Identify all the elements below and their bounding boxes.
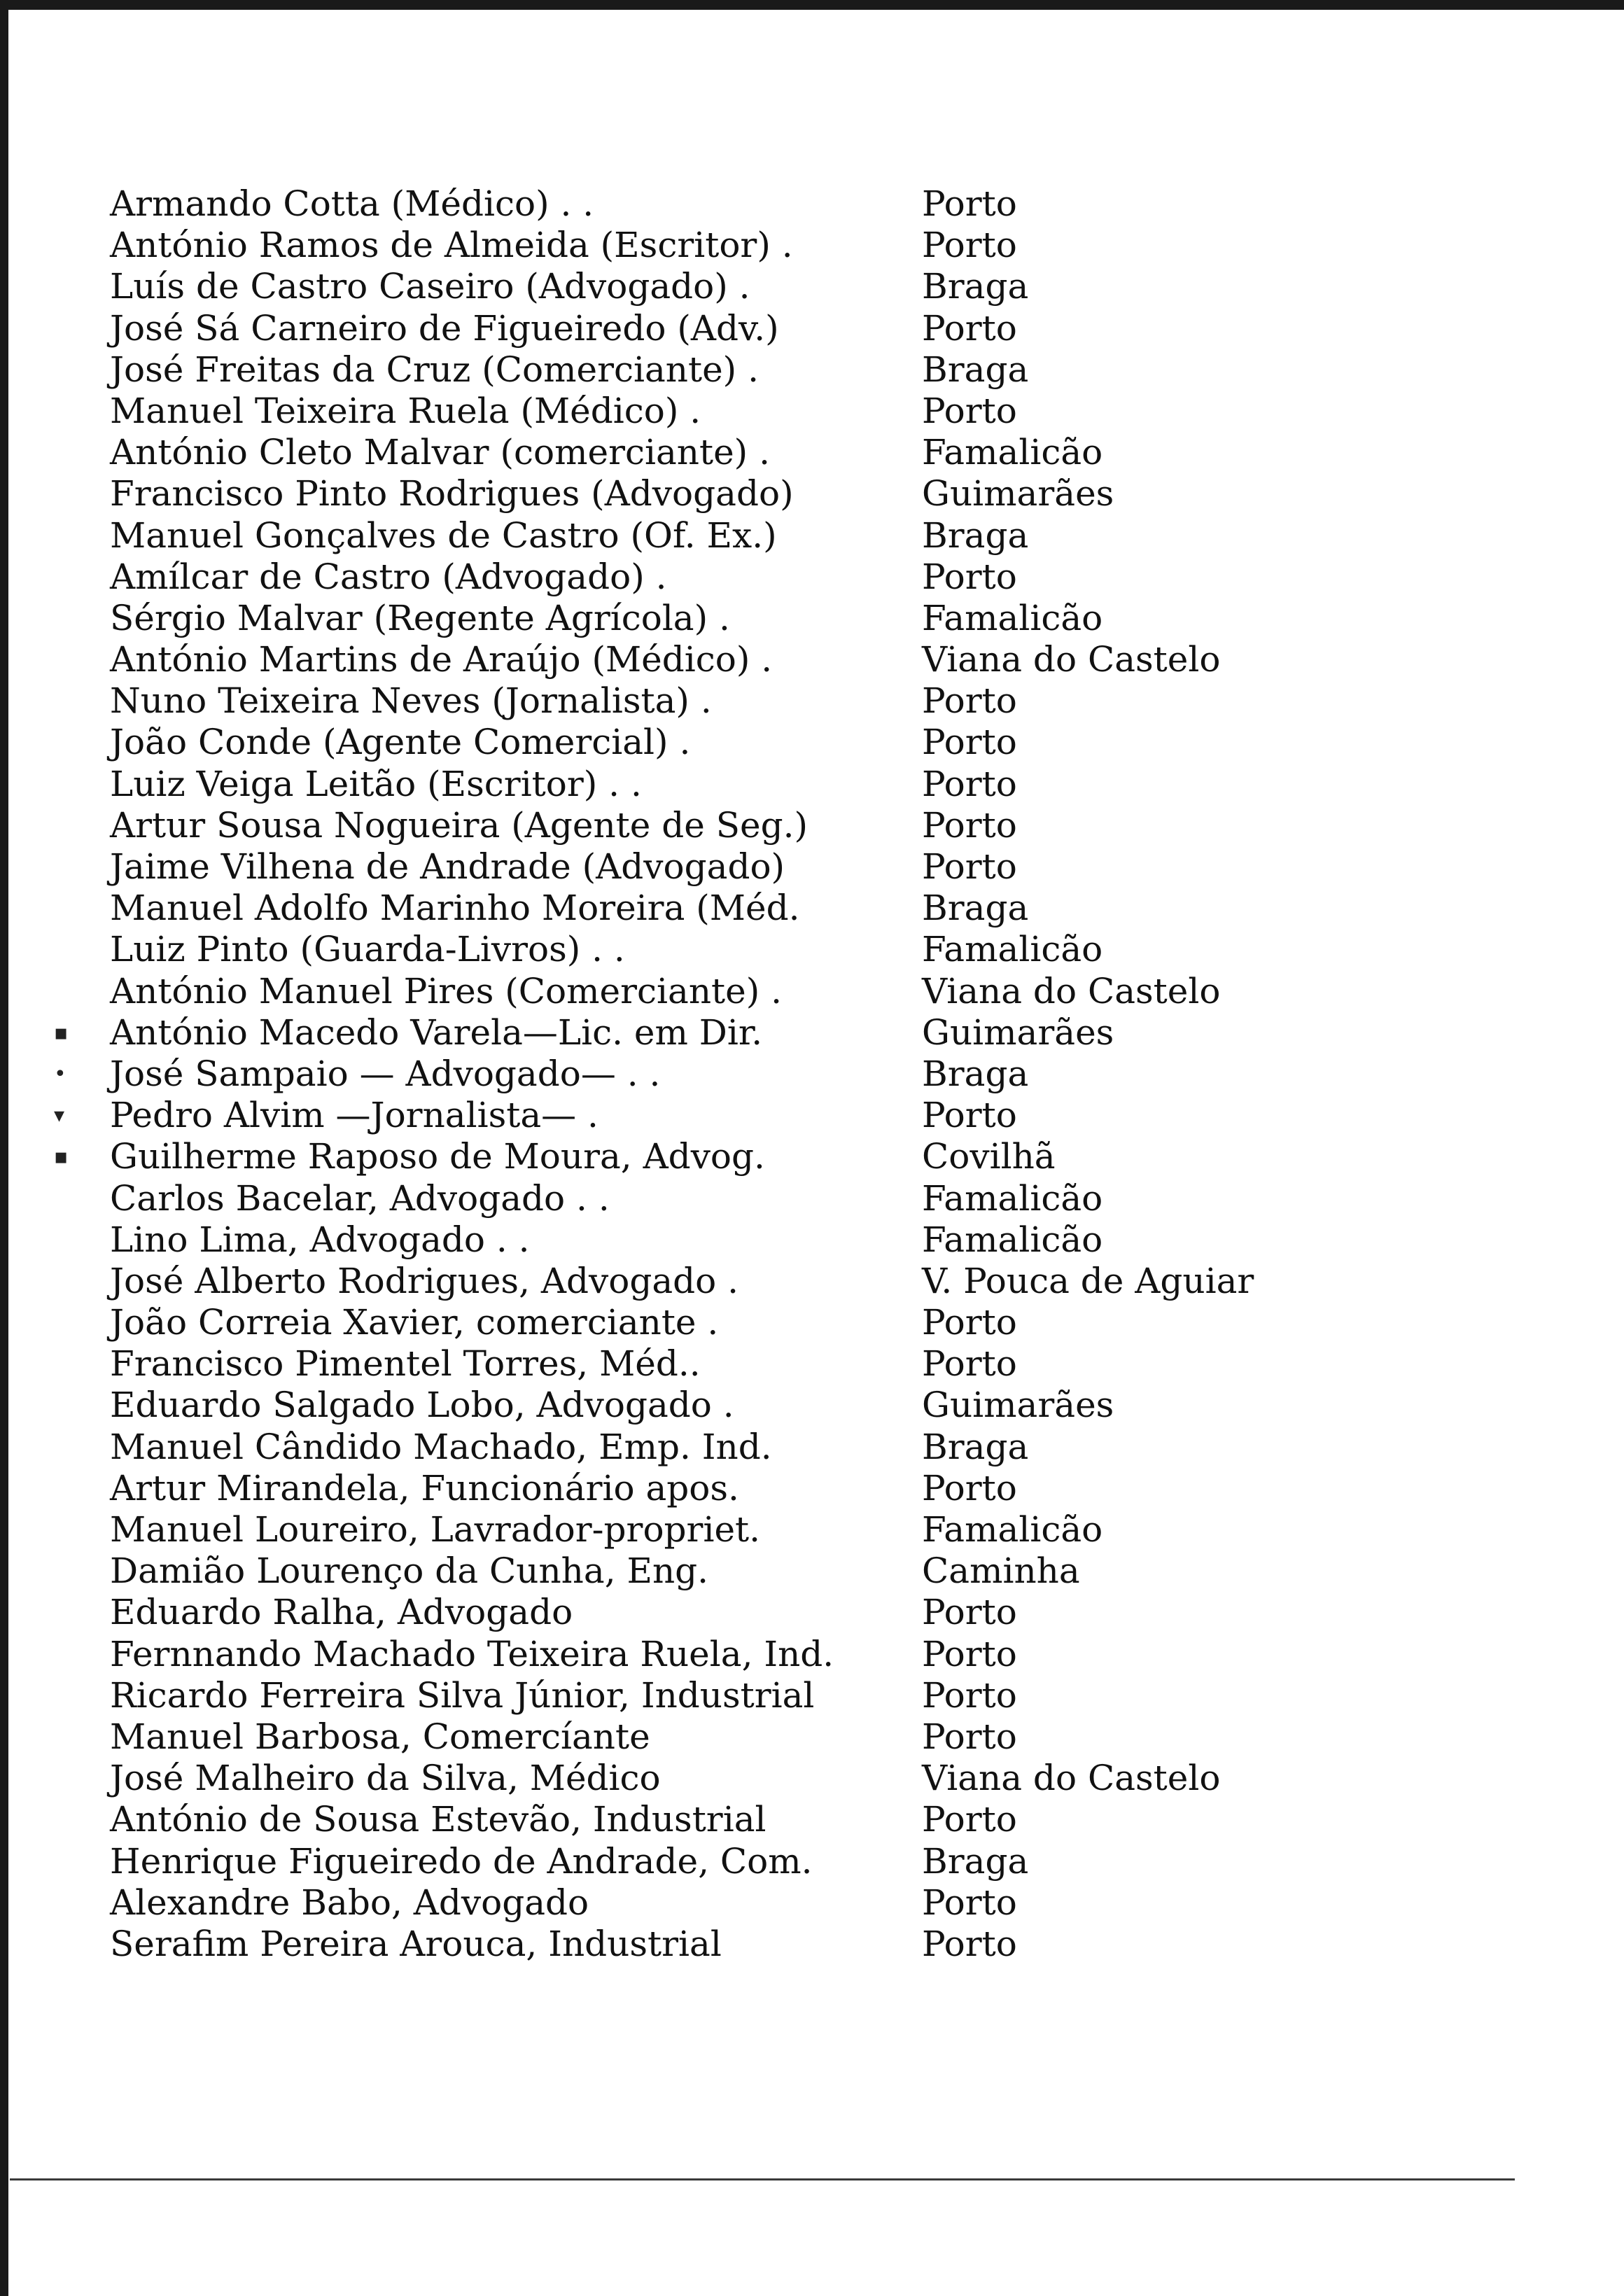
entry-name: Nuno Teixeira Neves (Jornalista) .: [110, 680, 712, 722]
entry-name: Luís de Castro Caseiro (Advogado) .: [110, 266, 750, 307]
list-item: [110, 1385, 1580, 1426]
list-item: [110, 1758, 1580, 1799]
entry-name: Luiz Veiga Leitão (Escritor) . .: [110, 763, 642, 804]
list-item: [110, 349, 1580, 391]
margin-mark: ▾: [54, 1103, 65, 1128]
list-item: [110, 680, 1580, 722]
list-item: [110, 1302, 1580, 1343]
entry-place: Porto: [922, 1633, 1017, 1674]
list-item: [110, 183, 1580, 225]
list-item: [110, 805, 1580, 846]
entry-place: Porto: [922, 1716, 1017, 1757]
entry-place: Porto: [922, 763, 1017, 804]
entry-name: José Malheiro da Silva, Médico: [110, 1758, 661, 1799]
entry-place: Famalicão: [922, 929, 1103, 970]
entry-name: António Macedo Varela—Lic. em Dir.: [110, 1011, 763, 1053]
entry-name: Guilherme Raposo de Moura, Advog.: [110, 1136, 765, 1177]
list-item: [110, 929, 1580, 970]
entry-name: Henrique Figueiredo de Andrade, Com.: [110, 1840, 813, 1882]
entry-name: Serafim Pereira Arouca, Industrial: [110, 1923, 722, 1964]
list-item: [110, 1468, 1580, 1509]
list-item: [110, 266, 1580, 307]
entry-name: João Conde (Agente Comercial) .: [110, 722, 691, 763]
list-item: [110, 1882, 1580, 1924]
list-item: [110, 1592, 1580, 1633]
entry-place: Porto: [922, 804, 1017, 846]
entry-name: António Cleto Malvar (comerciante) .: [110, 432, 770, 473]
entry-name: José Freitas da Cruz (Comerciante) .: [110, 349, 759, 390]
entry-name: José Alberto Rodrigues, Advogado .: [110, 1260, 739, 1301]
page-border-left: [0, 0, 8, 2296]
margin-mark: ▪: [54, 1144, 69, 1170]
entry-name: António de Sousa Estevão, Industrial: [110, 1799, 766, 1840]
entry-name: Alexandre Babo, Advogado: [110, 1882, 589, 1923]
entry-name: Manuel Barbosa, Comercíante: [110, 1716, 650, 1757]
list-item: [110, 1716, 1580, 1758]
entry-place: Porto: [922, 225, 1017, 266]
entry-place: Porto: [922, 1467, 1017, 1508]
entry-name: Armando Cotta (Médico) . .: [110, 183, 594, 224]
entry-place: Porto: [922, 1302, 1017, 1343]
entry-place: Famalicão: [922, 1219, 1103, 1260]
entry-place: Porto: [922, 1799, 1017, 1840]
list-item: [110, 639, 1580, 680]
entry-place: Porto: [922, 1343, 1017, 1385]
entry-name: Pedro Alvim —Jornalista— .: [110, 1095, 598, 1136]
entry-place: Covilhã: [922, 1136, 1056, 1177]
entry-place: Porto: [922, 1923, 1017, 1964]
entry-place: Guimarães: [922, 1385, 1114, 1426]
entry-place: Porto: [922, 183, 1017, 224]
entry-place: Guimarães: [922, 473, 1114, 514]
list-item: [110, 888, 1580, 929]
list-item: [110, 1427, 1580, 1468]
list-item: [110, 722, 1580, 763]
entry-name: José Sampaio — Advogado— . .: [110, 1053, 661, 1094]
entry-name: Manuel Cândido Machado, Emp. Ind.: [110, 1426, 772, 1467]
list-item: [110, 515, 1580, 556]
list-item: [110, 1261, 1580, 1302]
margin-mark: •: [54, 1061, 66, 1086]
list-item: [110, 764, 1580, 805]
entry-place: Braga: [922, 349, 1029, 390]
page-bottom-rule: [10, 2178, 1515, 2180]
list-item: [110, 1343, 1580, 1385]
entry-place: Porto: [922, 1674, 1017, 1716]
entry-place: Porto: [922, 722, 1017, 763]
entry-name: Sérgio Malvar (Regente Agrícola) .: [110, 597, 730, 638]
entry-name: Artur Sousa Nogueira (Agente de Seg.): [110, 804, 808, 846]
entry-name: Manuel Teixeira Ruela (Médico) .: [110, 390, 701, 431]
page-border-top: [0, 0, 1624, 10]
entry-name: João Correia Xavier, comerciante .: [110, 1302, 719, 1343]
list-item: [110, 1550, 1580, 1592]
entry-name: Manuel Gonçalves de Castro (Of. Ex.): [110, 514, 777, 556]
list-item: [110, 473, 1580, 514]
list-item: [110, 432, 1580, 473]
entry-place: Famalicão: [922, 432, 1103, 473]
list-item: [110, 971, 1580, 1012]
entry-name: Ricardo Ferreira Silva Júnior, Industrial: [110, 1674, 815, 1716]
list-item: [54, 1011, 1580, 1054]
signatory-list: [54, 183, 1580, 1965]
list-item: [110, 1799, 1580, 1840]
list-item: [110, 1509, 1580, 1550]
entry-place: Guimarães: [922, 1011, 1114, 1053]
entry-place: Porto: [922, 307, 1017, 349]
entry-place: Porto: [922, 846, 1017, 887]
entry-name: Francisco Pimentel Torres, Méd..: [110, 1343, 701, 1385]
entry-name: Fernnando Machado Teixeira Ruela, Ind.: [110, 1633, 834, 1674]
entry-place: Famalicão: [922, 597, 1103, 638]
entry-name: António Ramos de Almeida (Escritor) .: [110, 225, 793, 266]
entry-name: Lino Lima, Advogado . .: [110, 1219, 530, 1260]
entry-place: Porto: [922, 556, 1017, 597]
entry-place: Braga: [922, 266, 1029, 307]
entry-place: Caminha: [922, 1550, 1080, 1592]
entry-name: Damião Lourenço da Cunha, Eng.: [110, 1550, 709, 1592]
entry-name: José Sá Carneiro de Figueiredo (Adv.): [110, 307, 779, 349]
list-item: [110, 391, 1580, 432]
entry-place: Porto: [922, 1592, 1017, 1633]
list-item: [110, 598, 1580, 639]
entry-name: Luiz Pinto (Guarda-Livros) . .: [110, 929, 625, 970]
list-item: [110, 1634, 1580, 1675]
entry-place: Porto: [922, 680, 1017, 722]
list-item: [54, 1095, 1580, 1136]
entry-name: Manuel Adolfo Marinho Moreira (Méd.: [110, 888, 800, 929]
entry-name: Carlos Bacelar, Advogado . .: [110, 1177, 610, 1219]
list-item: [110, 1675, 1580, 1716]
list-item: [54, 1136, 1580, 1177]
entry-name: Eduardo Ralha, Advogado: [110, 1592, 573, 1633]
entry-place: Famalicão: [922, 1177, 1103, 1219]
list-item: [110, 846, 1580, 888]
entry-name: Eduardo Salgado Lobo, Advogado .: [110, 1385, 734, 1426]
list-item: [110, 1219, 1580, 1261]
entry-place: Braga: [922, 1053, 1029, 1094]
entry-place: V. Pouca de Aguiar: [922, 1260, 1254, 1301]
entry-place: Viana do Castelo: [922, 1758, 1221, 1799]
entry-name: Francisco Pinto Rodrigues (Advogado): [110, 473, 794, 514]
list-item: [110, 308, 1580, 349]
entry-place: Famalicão: [922, 1509, 1103, 1550]
entry-name: Manuel Loureiro, Lavrador-propriet.: [110, 1509, 761, 1550]
list-item: [110, 1924, 1580, 1965]
list-item: [110, 1841, 1580, 1882]
entry-place: Braga: [922, 1426, 1029, 1467]
entry-place: Braga: [922, 514, 1029, 556]
entry-place: Viana do Castelo: [922, 970, 1221, 1011]
entry-place: Viana do Castelo: [922, 639, 1221, 680]
list-item: [54, 1053, 1580, 1095]
entry-name: Amílcar de Castro (Advogado) .: [110, 556, 667, 597]
list-item: [110, 225, 1580, 266]
list-item: [110, 556, 1580, 598]
entry-place: Braga: [922, 888, 1029, 929]
list-item: [110, 1178, 1580, 1219]
entry-place: Porto: [922, 1095, 1017, 1136]
entry-place: Porto: [922, 390, 1017, 431]
entry-name: Artur Mirandela, Funcionário apos.: [110, 1467, 739, 1508]
entry-name: António Manuel Pires (Comerciante) .: [110, 970, 783, 1011]
entry-place: Porto: [922, 1882, 1017, 1923]
entry-place: Braga: [922, 1840, 1029, 1882]
entry-name: Jaime Vilhena de Andrade (Advogado): [110, 846, 785, 887]
margin-mark: ▪: [54, 1020, 69, 1045]
entry-name: António Martins de Araújo (Médico) .: [110, 639, 773, 680]
